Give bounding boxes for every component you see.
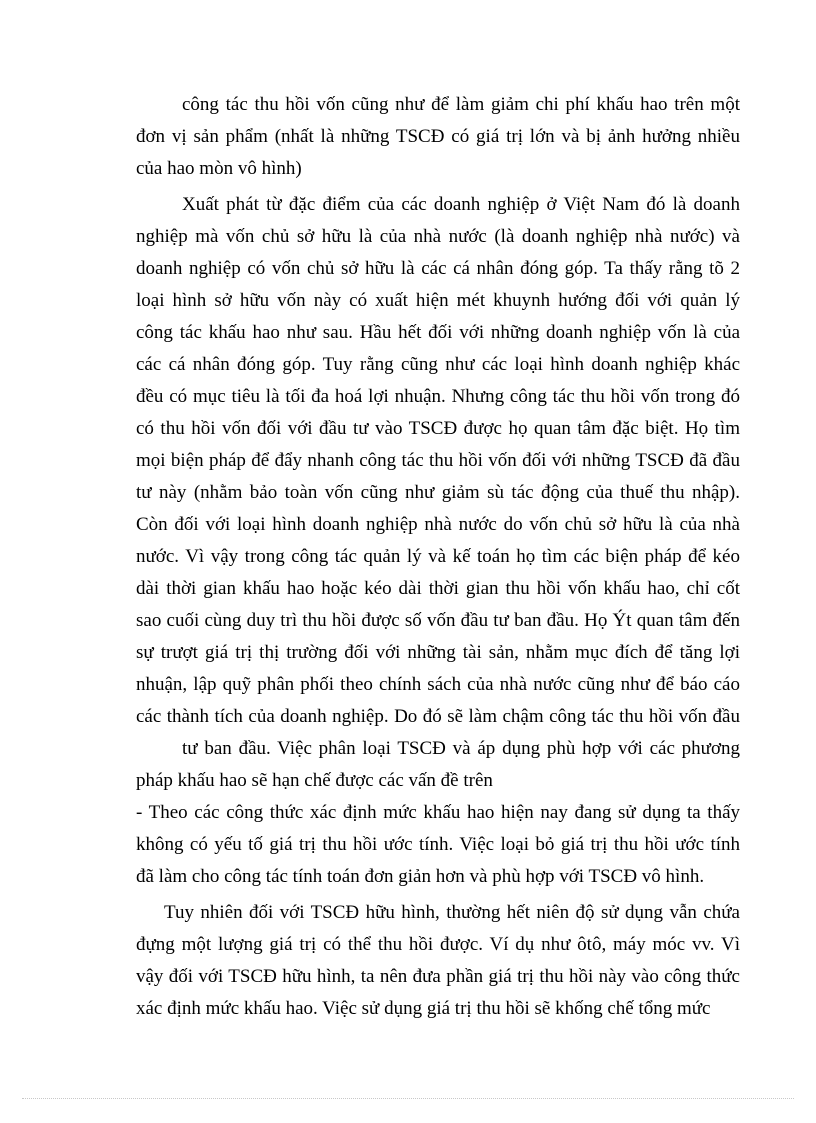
text-line: doanh nghiệp có vốn chủ sở hữu là các cá nhân đóng góp. Ta thấy rằng tõ 2 [136, 258, 740, 279]
text-line: có thu hồi vốn đối với đầu tư vào TSCĐ được họ quan tâm đặc biệt. Họ tìm [136, 418, 740, 439]
text-line: tư ban đầu. Việc phân loại TSCĐ và áp dụng phù hợp với các phương [182, 738, 740, 759]
text-line: không có yếu tố giá trị thu hồi ước tính. Việc loại bỏ giá trị thu hồi ước tính [136, 834, 740, 855]
text-line: đều có mục tiêu là tối đa hoá lợi nhuận. Nhưng công tác thu hồi vốn trong đó [136, 386, 740, 407]
text-line: công tác thu hồi vốn cũng như để làm giảm chi phí khấu hao trên một [182, 94, 740, 115]
text-line: tư này (nhằm bảo toàn vốn cũng như giảm sù tác động của thuế thu nhập). [136, 482, 740, 503]
text-line: đơn vị sản phẩm (nhất là những TSCĐ có giá trị lớn và bị ảnh hưởng nhiều [136, 126, 740, 147]
text-line: của hao mòn vô hình) [136, 158, 302, 179]
text-line: công tác khấu hao như sau. Hầu hết đối với những doanh nghiệp vốn là của [136, 322, 740, 343]
text-line: xác định mức khấu hao. Việc sử dụng giá trị thu hồi sẽ khống chế tổng mức [136, 998, 711, 1019]
text-line: dài thời gian khấu hao hoặc kéo dài thời gian thu hồi vốn khấu hao, chỉ cốt [136, 578, 740, 599]
text-line: đựng một lượng giá trị có thể thu hồi được. Ví dụ như ôtô, máy móc vv. Vì [136, 934, 740, 955]
text-line: sao cuối cùng duy trì thu hồi được số vốn đầu tư ban đầu. Họ Ýt quan tâm đến [136, 610, 740, 631]
text-line: vậy đối với TSCĐ hữu hình, ta nên đưa phần giá trị thu hồi này vào công thức [136, 966, 740, 987]
text-line: các thành tích của doanh nghiệp. Do đó sẽ làm chậm công tác thu hồi vốn đầu [136, 706, 740, 727]
text-line: Xuất phát từ đặc điểm của các doanh nghiệp ở Việt Nam đó là doanh [182, 194, 740, 215]
text-line: Còn đối với loại hình doanh nghiệp nhà nước do vốn chủ sở hữu là của nhà [136, 514, 740, 535]
text-line: các cá nhân đóng góp. Tuy rằng cũng như các loại hình doanh nghiệp khác [136, 354, 740, 375]
text-line: mọi biện pháp để đẩy nhanh công tác thu hồi vốn đối với những TSCĐ đã đầu [136, 450, 740, 471]
text-line: đã làm cho công tác tính toán đơn giản hơn và phù hợp với TSCĐ vô hình. [136, 866, 705, 887]
text-line: nước. Vì vậy trong công tác quản lý và kế toán họ tìm các biện pháp để kéo [136, 546, 740, 567]
text-line: nghiệp mà vốn chủ sở hữu là của nhà nước (là doanh nghiệp nhà nước) và [136, 226, 740, 247]
page-bottom-divider [22, 1098, 794, 1099]
text-line: Tuy nhiên đối với TSCĐ hữu hình, thường hết niên độ sử dụng vẫn chứa [164, 902, 740, 923]
text-line: - Theo các công thức xác định mức khấu hao hiện nay đang sử dụng ta thấy [136, 802, 740, 823]
text-line: loại hình sở hữu vốn này có xuất hiện mét khuynh hướng đối với quản lý [136, 290, 740, 311]
text-line: pháp khấu hao sẽ hạn chế được các vấn đề trên [136, 770, 493, 791]
text-line: sự trượt giá trị thị trường đối với những tài sản, nhằm mục đích để tăng lợi [136, 642, 740, 663]
text-line: nhuận, lập quỹ phân phối theo chính sách của nhà nước cũng như để báo cáo [136, 674, 740, 695]
